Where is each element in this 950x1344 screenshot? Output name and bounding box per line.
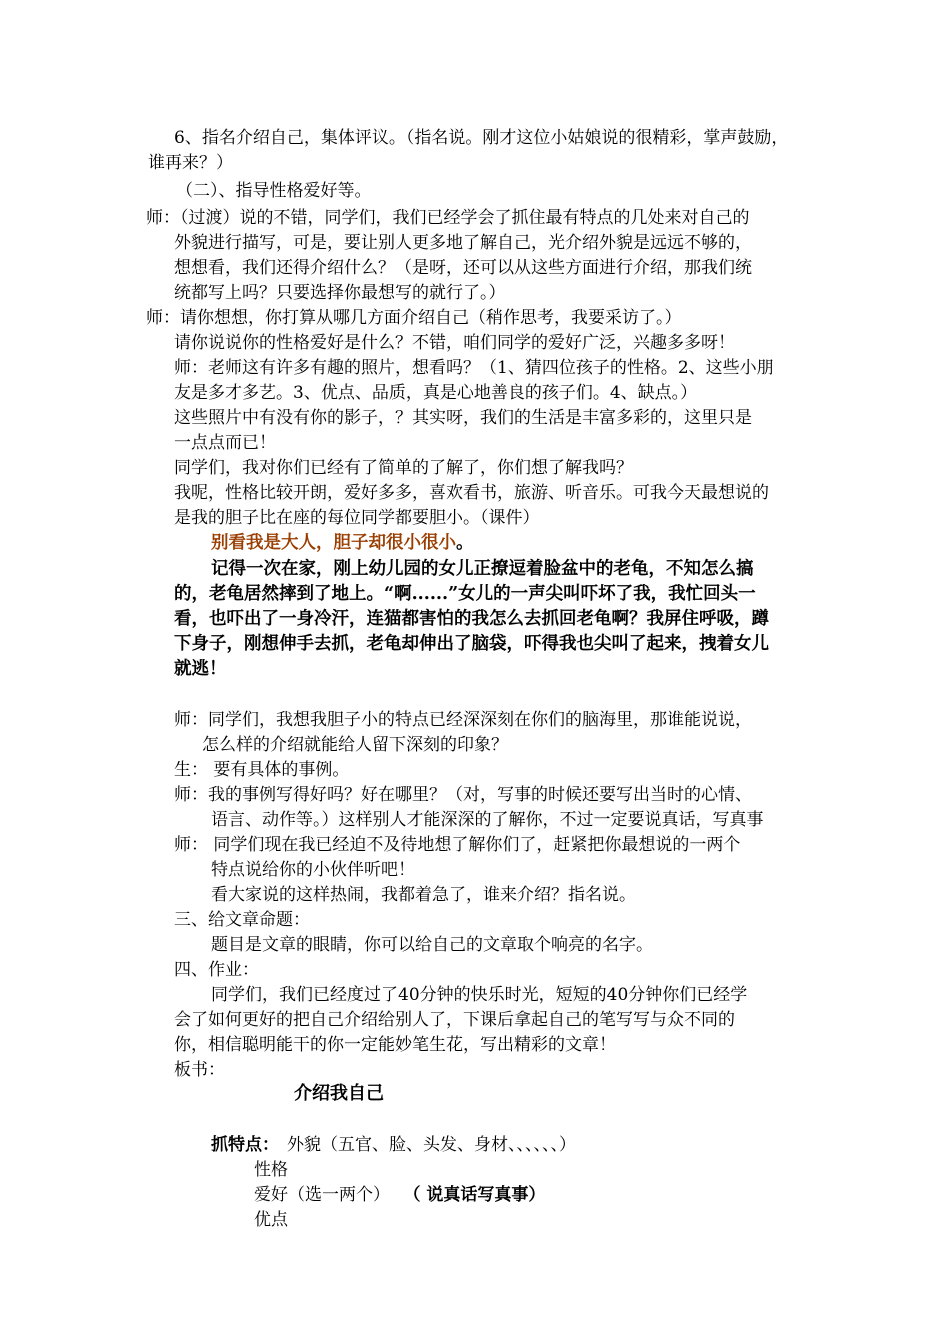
text-line: 题目是文章的眼睛，你可以给自己的文章取个响亮的名字。: [211, 935, 653, 955]
section-heading: 三、给文章命题：: [174, 910, 310, 930]
story-line: 下身子，刚想伸手去抓，老龟却伸出了脑袋，吓得我也尖叫了起来，拽着女儿: [174, 634, 769, 654]
text-line: 我呢，性格比较开朗，爱好多多，喜欢看书，旅游、听音乐。可我今天最想说的: [174, 483, 769, 503]
text-line: 怎么样的介绍就能给人留下深刻的印象？: [202, 735, 508, 755]
highlight-line: [211, 531, 474, 555]
text-line: 外貌进行描写，可是，要让别人更多地了解自己，光介绍外貌是远远不够的，: [174, 233, 752, 253]
board-item: 优点: [254, 1210, 288, 1230]
text-line: 想想看，我们还得介绍什么？（是呀，还可以从这些方面进行介绍，那我们统: [174, 258, 752, 278]
text-line: 友是多才多艺。3、优点、品质，真是心地善良的孩子们。4、缺点。）: [174, 383, 698, 403]
text-line: 师：我的事例写得好吗？好在哪里？（对，写事的时候还要写出当时的心情、: [174, 785, 752, 805]
text-line: 师：同学们，我想我胆子小的特点已经深深刻在你们的脑海里，那谁能说说，: [174, 710, 752, 730]
text-line: 这些照片中有没有你的影子，？其实呀，我们的生活是丰富多彩的，这里只是: [174, 408, 752, 428]
text-line: 同学们，我们已经度过了40分钟的快乐时光，短短的40分钟你们已经学: [211, 985, 748, 1005]
board-item: 性格: [254, 1160, 288, 1180]
section-heading: （二）、指导性格爱好等。: [176, 181, 372, 201]
text-line: 请你说说你的性格爱好是什么？不错，咱们同学的爱好广泛，兴趣多多呀！: [174, 333, 735, 353]
board-label: 抓特点：: [211, 1135, 279, 1155]
story-line: 就逃！: [174, 659, 227, 679]
board-heading: 板书：: [174, 1060, 225, 1080]
section-heading: 四、作业：: [174, 960, 259, 980]
text-line: 师： 同学们现在我已经迫不及待地想了解你们了，赶紧把你最想说的一两个: [174, 835, 741, 855]
text-line: 是我的胆子比在座的每位同学都要胆小。（课件）: [174, 508, 540, 528]
story-line: 的，老龟居然摔到了地上。“啊......”女儿的一声尖叫吓坏了我，我忙回头一: [174, 584, 756, 604]
story-line: 看，也吓出了一身冷汗，连猫都害怕的我怎么去抓回老龟啊？我屏住呼吸，蹲: [174, 609, 769, 629]
text-line: 生： 要有具体的事例。: [174, 760, 350, 780]
board-note: （ 说真话写真事）: [412, 1185, 546, 1205]
text-line: 语言、动作等。）这样别人才能深深的了解你，不过一定要说真话，写真事: [211, 810, 764, 830]
highlight-period: 。: [456, 533, 474, 553]
text-line: 同学们，我对你们已经有了简单的了解了，你们想了解我吗？: [174, 458, 633, 478]
text-line: 会了如何更好的把自己介绍给别人了，下课后拿起自己的笔写写与众不同的: [174, 1010, 735, 1030]
text-line: 一点点而已！: [174, 433, 276, 453]
board-item: 爱好（选一两个）: [254, 1185, 390, 1205]
text-line: 谁再来？）: [148, 153, 233, 173]
board-row: [254, 1183, 545, 1207]
highlight-text: 别看我是大人，胆子却很小很小: [211, 533, 456, 553]
board-title: 介绍我自己: [294, 1083, 384, 1104]
board-row: [211, 1133, 576, 1157]
text-line: 师：老师这有许多有趣的照片，想看吗？（1、猜四位孩子的性格。2、这些小朋: [174, 358, 774, 378]
text-line: 你，相信聪明能干的你一定能妙笔生花，写出精彩的文章！: [174, 1035, 616, 1055]
text-line: 统都写上吗？只要选择你最想写的就行了。）: [174, 283, 506, 303]
text-line: 特点说给你的小伙伴听吧！: [211, 860, 415, 880]
text-line: 6、指名介绍自己，集体评议。（指名说。刚才这位小姑娘说的很精彩，掌声鼓励，: [174, 128, 789, 148]
text-line: 师：（过渡）说的不错，同学们，我们已经学会了抓住最有特点的几处来对自己的: [146, 208, 750, 228]
board-item: 外貌（五官、脸、头发、身材、、、、、、）: [287, 1135, 576, 1155]
story-line: 记得一次在家，刚上幼儿园的女儿正撩逗着脸盆中的老龟，不知怎么搞: [211, 559, 754, 579]
text-line: 师：请你想想，你打算从哪几方面介绍自己（稍作思考，我要采访了。）: [146, 308, 682, 328]
text-line: 看大家说的这样热闹，我都着急了，谁来介绍？指名说。: [211, 885, 636, 905]
